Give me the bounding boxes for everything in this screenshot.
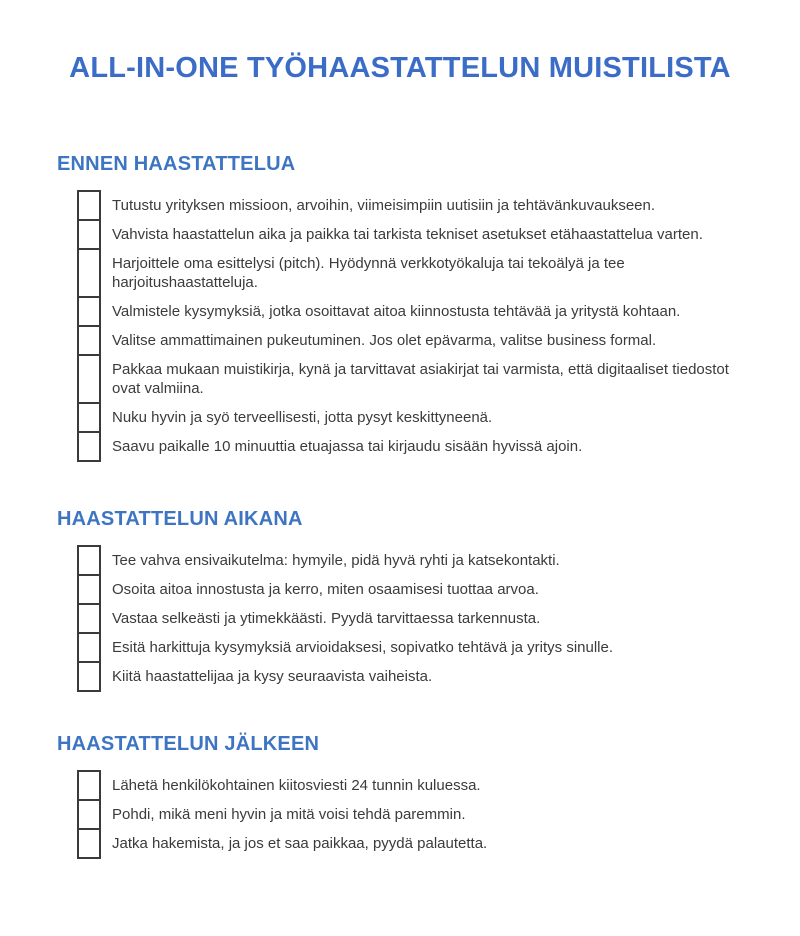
checklist-row [77, 354, 800, 404]
checklist-section [0, 152, 800, 462]
checklist-row [77, 190, 800, 221]
checkbox[interactable] [77, 632, 101, 663]
checkbox[interactable] [77, 603, 101, 634]
item-label: Jatka hakemista, ja jos et saa paikkaa, pyydä palautetta. [112, 835, 488, 852]
checklist [77, 545, 800, 692]
checklist-row [77, 545, 800, 576]
checklist-row [77, 402, 800, 433]
checkbox[interactable] [77, 190, 101, 221]
checkbox[interactable] [77, 770, 101, 801]
checklist-row [77, 603, 800, 634]
checklist-row [77, 828, 800, 859]
checklist [77, 770, 800, 859]
checklist-section [0, 507, 800, 692]
checklist-row [77, 799, 800, 830]
page-title: ALL-IN-ONE TYÖHAASTATTELUN MUISTILISTA [69, 52, 731, 84]
checkbox[interactable] [77, 545, 101, 576]
item-label: Tutustu yrityksen missioon, arvoihin, viimeisimpiin uutisiin ja tehtävänkuvaukseen. [112, 197, 656, 214]
checkbox[interactable] [77, 828, 101, 859]
checkbox[interactable] [77, 574, 101, 605]
item-label: Pakkaa mukaan muistikirja, kynä ja tarvittavat asiakirjat tai varmista, että digitaaliset tiedostot ovat valmiina. [112, 361, 729, 397]
checklist-row [77, 770, 800, 801]
checkbox[interactable] [77, 661, 101, 692]
checklist-row [77, 325, 800, 356]
checkbox[interactable] [77, 325, 101, 356]
section-heading: HAASTATTELUN AIKANA [57, 508, 303, 530]
section-heading: ENNEN HAASTATTELUA [57, 153, 296, 175]
section-heading: HAASTATTELUN JÄLKEEN [57, 733, 320, 755]
sections [0, 152, 800, 859]
checklist-row [77, 574, 800, 605]
item-label: Valmistele kysymyksiä, jotka osoittavat aitoa kiinnostusta tehtävää ja yritystä kohtaan. [112, 303, 681, 320]
checklist-row [77, 431, 800, 462]
checklist-row [77, 219, 800, 250]
item-label: Harjoittele oma esittelysi (pitch). Hyödynnä verkkotyökaluja tai tekoälyä ja tee harjoitushaastatteluja. [112, 255, 625, 291]
checkbox[interactable] [77, 431, 101, 462]
checkbox[interactable] [77, 354, 101, 404]
item-label: Kiitä haastattelijaa ja kysy seuraavista vaiheista. [112, 668, 433, 685]
checkbox[interactable] [77, 799, 101, 830]
checklist-row [77, 248, 800, 298]
item-label: Vastaa selkeästi ja ytimekkäästi. Pyydä tarvittaessa tarkennusta. [112, 610, 541, 627]
item-label: Nuku hyvin ja syö terveellisesti, jotta pysyt keskittyneenä. [112, 409, 493, 426]
item-label: Saavu paikalle 10 minuuttia etuajassa tai kirjaudu sisään hyvissä ajoin. [112, 438, 583, 455]
item-label: Vahvista haastattelun aika ja paikka tai tarkista tekniset asetukset etähaastattelua varten. [112, 226, 703, 243]
item-label: Tee vahva ensivaikutelma: hymyile, pidä hyvä ryhti ja katsekontakti. [112, 552, 560, 569]
item-label: Lähetä henkilökohtainen kiitosviesti 24 tunnin kuluessa. [112, 777, 481, 794]
item-label: Esitä harkittuja kysymyksiä arvioidaksesi, sopivatko tehtävä ja yritys sinulle. [112, 639, 614, 656]
checkbox[interactable] [77, 296, 101, 327]
checkbox[interactable] [77, 219, 101, 250]
checkbox[interactable] [77, 248, 101, 298]
item-label: Valitse ammattimainen pukeutuminen. Jos olet epävarma, valitse business formal. [112, 332, 657, 349]
checklist-row [77, 661, 800, 692]
checklist [77, 190, 800, 462]
item-label: Osoita aitoa innostusta ja kerro, miten osaamisesi tuottaa arvoa. [112, 581, 539, 598]
checklist-row [77, 296, 800, 327]
item-label: Pohdi, mikä meni hyvin ja mitä voisi tehdä paremmin. [112, 806, 466, 823]
checklist-section [0, 732, 800, 859]
checkbox[interactable] [77, 402, 101, 433]
checklist-row [77, 632, 800, 663]
